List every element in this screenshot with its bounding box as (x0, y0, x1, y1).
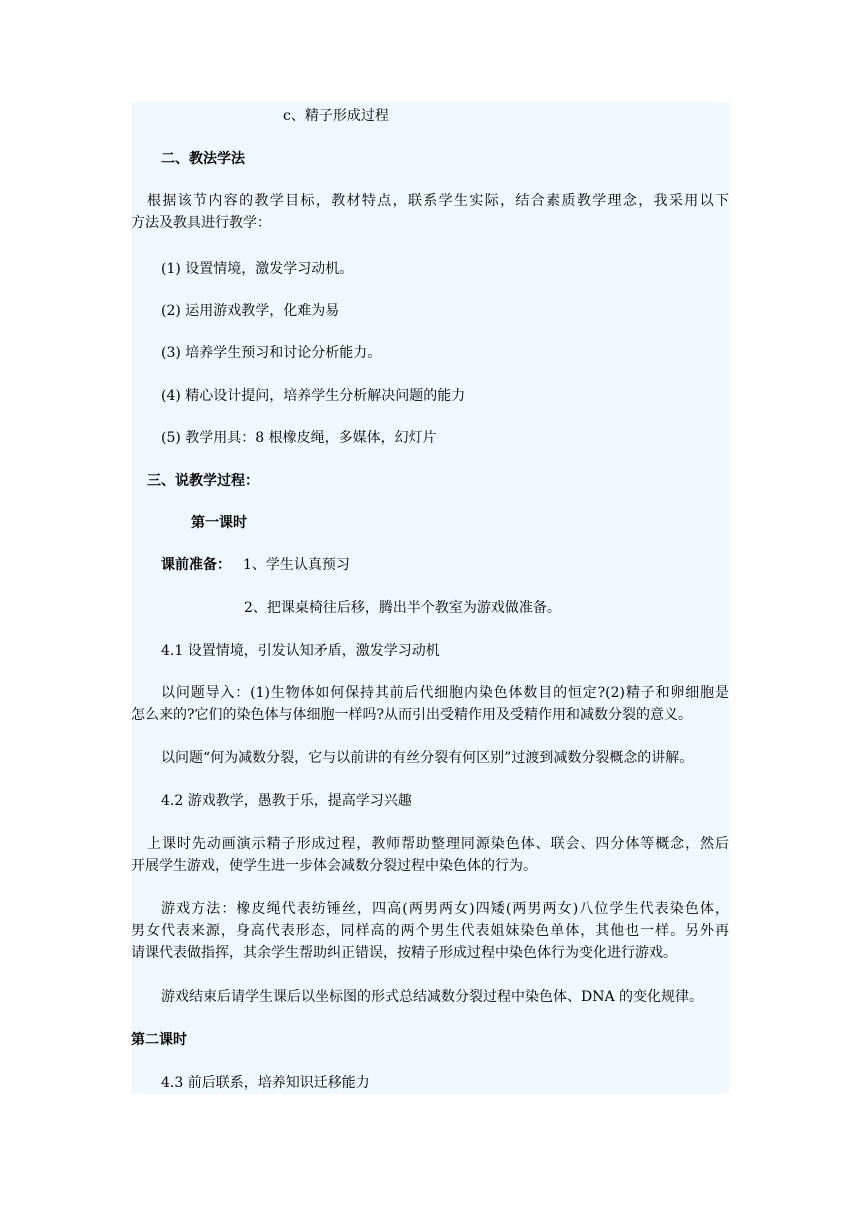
list-item: (1) 设置情境，激发学习动机。 (161, 261, 354, 277)
section-3-heading: 三、说教学过程： (147, 473, 259, 489)
paragraph-line: 游戏方法：橡皮绳代表纺锤丝，四高(两男两女)四矮(两男两女)八位学生代表染色体， (161, 901, 729, 917)
subsection-heading: 4.2 游戏教学，愚教于乐，提高学习兴趣 (161, 793, 412, 809)
paragraph-line: 方法及教具进行教学： (131, 215, 271, 231)
prep-label: 课前准备： (161, 557, 231, 573)
section-2-heading: 二、教法学法 (161, 151, 245, 167)
lesson-2-heading: 第二课时 (131, 1032, 187, 1048)
list-item: (3) 培养学生预习和讨论分析能力。 (161, 345, 382, 361)
subsection-heading: 4.1 设置情境，引发认知矛盾，激发学习动机 (161, 643, 440, 659)
prep-line (161, 555, 729, 575)
list-item: (4) 精心设计提问，培养学生分析解决问题的能力 (161, 388, 466, 404)
paragraph-line: 男女代表来源，身高代表形态，同样高的两个男生代表姐妹染色单体，其他也一样。另外再 (131, 923, 729, 939)
list-item: (2) 运用游戏教学，化难为易 (161, 303, 340, 319)
prep-item: 2、把课桌椅往后移，腾出半个教室为游戏做准备。 (244, 600, 561, 616)
paragraph-line: 上课时先动画演示精子形成过程，教师帮助整理同源染色体、联会、四分体等概念，然后 (147, 836, 729, 852)
paragraph-line: 根据该节内容的教学目标，教材特点，联系学生实际，结合素质教学理念，我采用以下 (147, 193, 729, 209)
item-c-heading: c、精子形成过程 (283, 108, 389, 124)
paragraph-line: 开展学生游戏，使学生进一步体会减数分裂过程中染色体的行为。 (131, 858, 537, 874)
list-item: (5) 教学用具：8 根橡皮绳，多媒体，幻灯片 (161, 430, 437, 446)
paragraph-line: 以问题“何为减数分裂，它与以前讲的有丝分裂有何区别”过渡到减数分裂概念的讲解。 (161, 750, 694, 766)
paragraph-line: 怎么来的?它们的染色体与体细胞一样吗?从而引出受精作用及受精作用和减数分裂的意义。 (131, 707, 693, 723)
paragraph-line: 游戏结束后请学生课后以坐标图的形式总结减数分裂过程中染色体、DNA 的变化规律。 (161, 989, 704, 1005)
paragraph-line: 请课代表做指挥，其余学生帮助纠正错误，按精子形成过程中染色体行为变化进行游戏。 (131, 945, 677, 961)
lesson-1-heading: 第一课时 (191, 515, 247, 531)
prep-item: 1、学生认真预习 (243, 557, 350, 573)
document-page (131, 102, 729, 1094)
paragraph-line: 以问题导入：(1)生物体如何保持其前后代细胞内染色体数目的恒定?(2)精子和卵细胞是 (161, 685, 729, 701)
subsection-heading: 4.3 前后联系，培养知识迁移能力 (161, 1075, 370, 1091)
